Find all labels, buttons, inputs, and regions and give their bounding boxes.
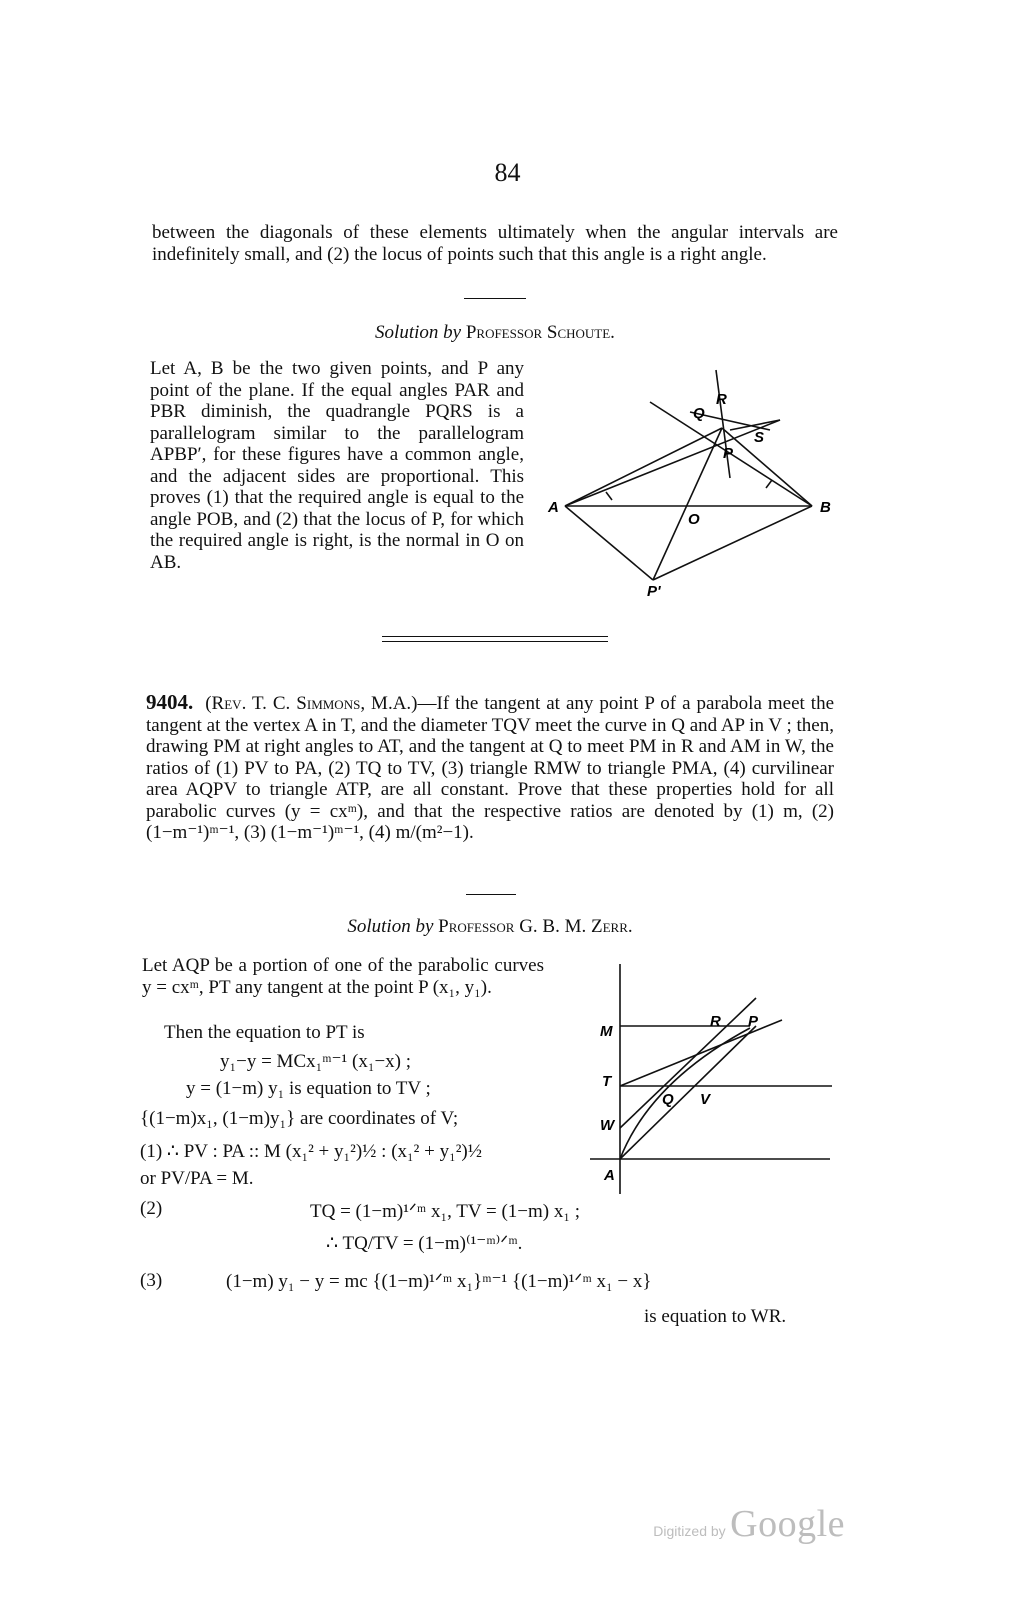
ratio-pv-pa: (1) ∴ PV : PA :: M (x₁² + y₁²)½ : (x₁² + y₁²)½ bbox=[140, 1141, 482, 1162]
line-ap bbox=[620, 1026, 756, 1159]
solution1-author: Professor Schoute. bbox=[465, 322, 615, 343]
fig1-label-r: R bbox=[716, 391, 727, 408]
solution1-text: Let A, B be the two given points, and P any point of the plane. If the equal angles PAR and PBR diminish, the quadrangle PQRS is a parallelogram similar to the parallelogram APBP′, for these figures have a common angle, and the adjacent sides are proportional. This proves (1) that the required angle is equal to the angle POB, and (2) that the locus of P, for which the required angle is right, is the normal in O on AB. bbox=[150, 358, 524, 573]
solution2-by: Solution by bbox=[347, 916, 434, 937]
line-pb bbox=[722, 428, 812, 506]
watermark-digitized-by: Digitized by bbox=[653, 1523, 726, 1539]
line-p-prime-p bbox=[653, 428, 722, 580]
result-pv-pa: or PV/PA = M. bbox=[140, 1168, 254, 1189]
tangent-wr bbox=[620, 998, 756, 1128]
solution2-intro: Let AQP be a portion of one of the parabolic curves y = cxᵐ, PT any tangent at the point P (x₁, y₁). bbox=[142, 955, 544, 998]
line-ap bbox=[565, 428, 722, 506]
fig1-label-b: B bbox=[820, 499, 831, 516]
fig2-label-v: V bbox=[700, 1091, 711, 1108]
line-ap-prime bbox=[565, 506, 653, 580]
equation-tq-tv: TQ = (1−m)¹ᐟᵐ x₁, TV = (1−m) x₁ ; bbox=[310, 1201, 580, 1222]
separator-short-2 bbox=[466, 894, 516, 895]
separator-short bbox=[464, 298, 526, 299]
equation-pt: y₁−y = MCx₁ᵐ⁻¹ (x₁−x) ; bbox=[220, 1051, 412, 1072]
equation-tv: y = (1−m) y₁ is equation to TV ; bbox=[186, 1078, 431, 1099]
intro-paragraph: between the diagonals of these elements ultimately when the angular intervals are indefinitely small, and (2) the locus of points such that this angle is a right angle. bbox=[152, 222, 838, 265]
solution1-by: Solution by bbox=[375, 322, 462, 343]
google-watermark bbox=[653, 1502, 845, 1546]
fig2-label-w: W bbox=[600, 1117, 615, 1134]
solution2-then-line: Then the equation to PT is bbox=[164, 1022, 365, 1043]
parallelogram-figure bbox=[540, 360, 840, 600]
coordinates-v: {(1−m)x₁, (1−m)y₁} are coordinates of V; bbox=[140, 1108, 459, 1129]
watermark-google-logo: Google bbox=[730, 1503, 845, 1545]
solution1-heading bbox=[152, 322, 838, 344]
result-tq-tv: ∴ TQ/TV = (1−m)⁽¹⁻ᵐ⁾ᐟᵐ. bbox=[326, 1233, 523, 1254]
angle-mark-b bbox=[766, 480, 772, 488]
fig1-label-s: S bbox=[754, 429, 765, 446]
fig1-label-a: A bbox=[548, 499, 559, 516]
fig2-label-q: Q bbox=[662, 1091, 674, 1108]
label-part2: (2) bbox=[140, 1198, 163, 1219]
fig1-label-o: O bbox=[688, 511, 700, 528]
equation-wr-caption: is equation to WR. bbox=[644, 1306, 787, 1327]
parabola-figure bbox=[590, 962, 840, 1202]
problem-proposer: (Rev. T. C. Simmons, M.A.) bbox=[205, 693, 418, 714]
fig2-label-a: A bbox=[604, 1167, 615, 1184]
line-ar bbox=[565, 420, 780, 506]
fig1-label-p-prime: P' bbox=[647, 583, 661, 600]
fig2-label-t: T bbox=[602, 1073, 612, 1090]
double-rule-bottom bbox=[382, 641, 608, 642]
fig1-label-p: P bbox=[723, 445, 734, 462]
label-part3: (3) bbox=[140, 1270, 163, 1291]
problem-number: 9404. bbox=[146, 690, 194, 714]
fig2-label-r: R bbox=[710, 1013, 721, 1030]
equation-wr: (1−m) y₁ − y = mc {(1−m)¹ᐟᵐ x₁}ᵐ⁻¹ {(1−m)¹ᐟᵐ x₁ − x} bbox=[226, 1271, 652, 1292]
problem-text: —If the tangent at any point P of a parabola meet the tangent at the vertex A in T, and the diameter TQV meet the curve in Q and AP in V ; then, drawing PM at right angles to AT, and the tangent at Q to meet PM in R and AM in W, the ratios of (1) PV to PA, (2) TQ to TV, (3) triangle RMW to triangle PMA, (4) curvilinear area AQPV to triangle ATP, are all constant. Prove that these properties hold for all parabolic curves (y = cxᵐ), and that the respective ratios are denoted by (1) m, (2) (1−m⁻¹)ᵐ⁻¹, (3) (1−m⁻¹)ᵐ⁻¹, (4) m/(m²−1). bbox=[146, 693, 835, 843]
line-p-prime-b bbox=[653, 506, 812, 580]
fig1-label-q: Q bbox=[693, 405, 705, 422]
fig2-label-m: M bbox=[600, 1023, 613, 1040]
fig2-label-p: P bbox=[748, 1013, 759, 1030]
problem-9404 bbox=[146, 692, 834, 844]
page-number: 84 bbox=[494, 158, 521, 187]
solution2-heading bbox=[146, 916, 834, 938]
angle-mark-a bbox=[606, 492, 612, 500]
solution2-author: Professor G. B. M. Zerr. bbox=[438, 916, 633, 937]
double-rule-top bbox=[382, 636, 608, 637]
